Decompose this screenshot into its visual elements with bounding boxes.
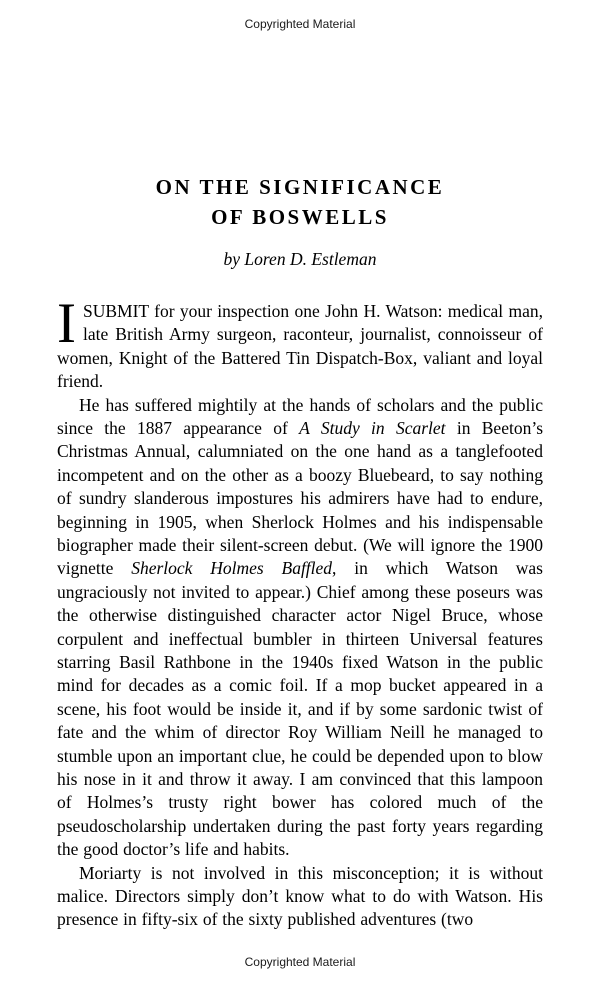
italic-text: Sherlock Holmes Baffled [131, 558, 333, 579]
chapter-title [57, 172, 543, 233]
paragraph [57, 394, 543, 862]
text-segment: , in which Watson was ungraciously not invited to appear.) Chief among these poseurs was the otherwise distinguished character actor Nigel Bruce, whose corpulent and ineffectual bumbler in thirteen Universal features starring Basil Rathbone in the 1940s fixed Watson in the public mind for decades as a comic foil. If a mop bucket appeared in a scene, his foot would be inside it, and if by some sardonic twist of fate and the whim of director Roy William Neill he managed to stumble upon an important clue, he could be depended upon to blow his nose in it and throw it away. I am convinced that this lampoon of Holmes’s trusty right bower has colored much of the pseudoscholarship undertaken during the past forty years regarding the good doctor’s life and habits. [57, 558, 543, 860]
copyright-notice-bottom: Copyrighted Material [244, 955, 356, 969]
byline: by Loren D. Estleman [223, 248, 377, 269]
text-segment: in Beeton’s Christmas Annual, calumniated on the one hand as a tanglefooted incompetent and on the other as a boozy Bluebeard, to say nothing of sundry slanderous impostures his admirers have had to endure, beginning in 1905, when Sherlock Holmes and his indispensable biographer made their silent-screen debut. (We will ignore the 1900 vignette [57, 417, 544, 579]
text-segment: Moriarty is not involved in this misconception; it is without malice. Directors simply don’t know what to do with Watson. His presence in fifty-six of the sixty published adventures (two [57, 862, 543, 930]
text-segment: SUBMIT for your inspection one John H. Watson: medical man, late British Army surgeon, raconteur, journalist, connoisseur of women, Knight of the Battered Tin Dispatch-Box, valiant and loyal friend. [57, 300, 543, 392]
drop-cap: I [57, 291, 76, 355]
paragraph [57, 291, 543, 394]
text-segment: He has suffered mightily at the hands of scholars and the public since the 1887 appearance of [57, 394, 543, 438]
body-text [57, 291, 544, 932]
paragraph [57, 862, 543, 932]
italic-text: A Study in Scarlet [299, 417, 446, 438]
copyright-notice-top: Copyrighted Material [244, 17, 356, 31]
page-content [57, 172, 543, 932]
chapter-title-line2: OF BOSWELLS [211, 205, 389, 230]
chapter-title-line1: ON THE SIGNIFICANCE [155, 175, 445, 199]
